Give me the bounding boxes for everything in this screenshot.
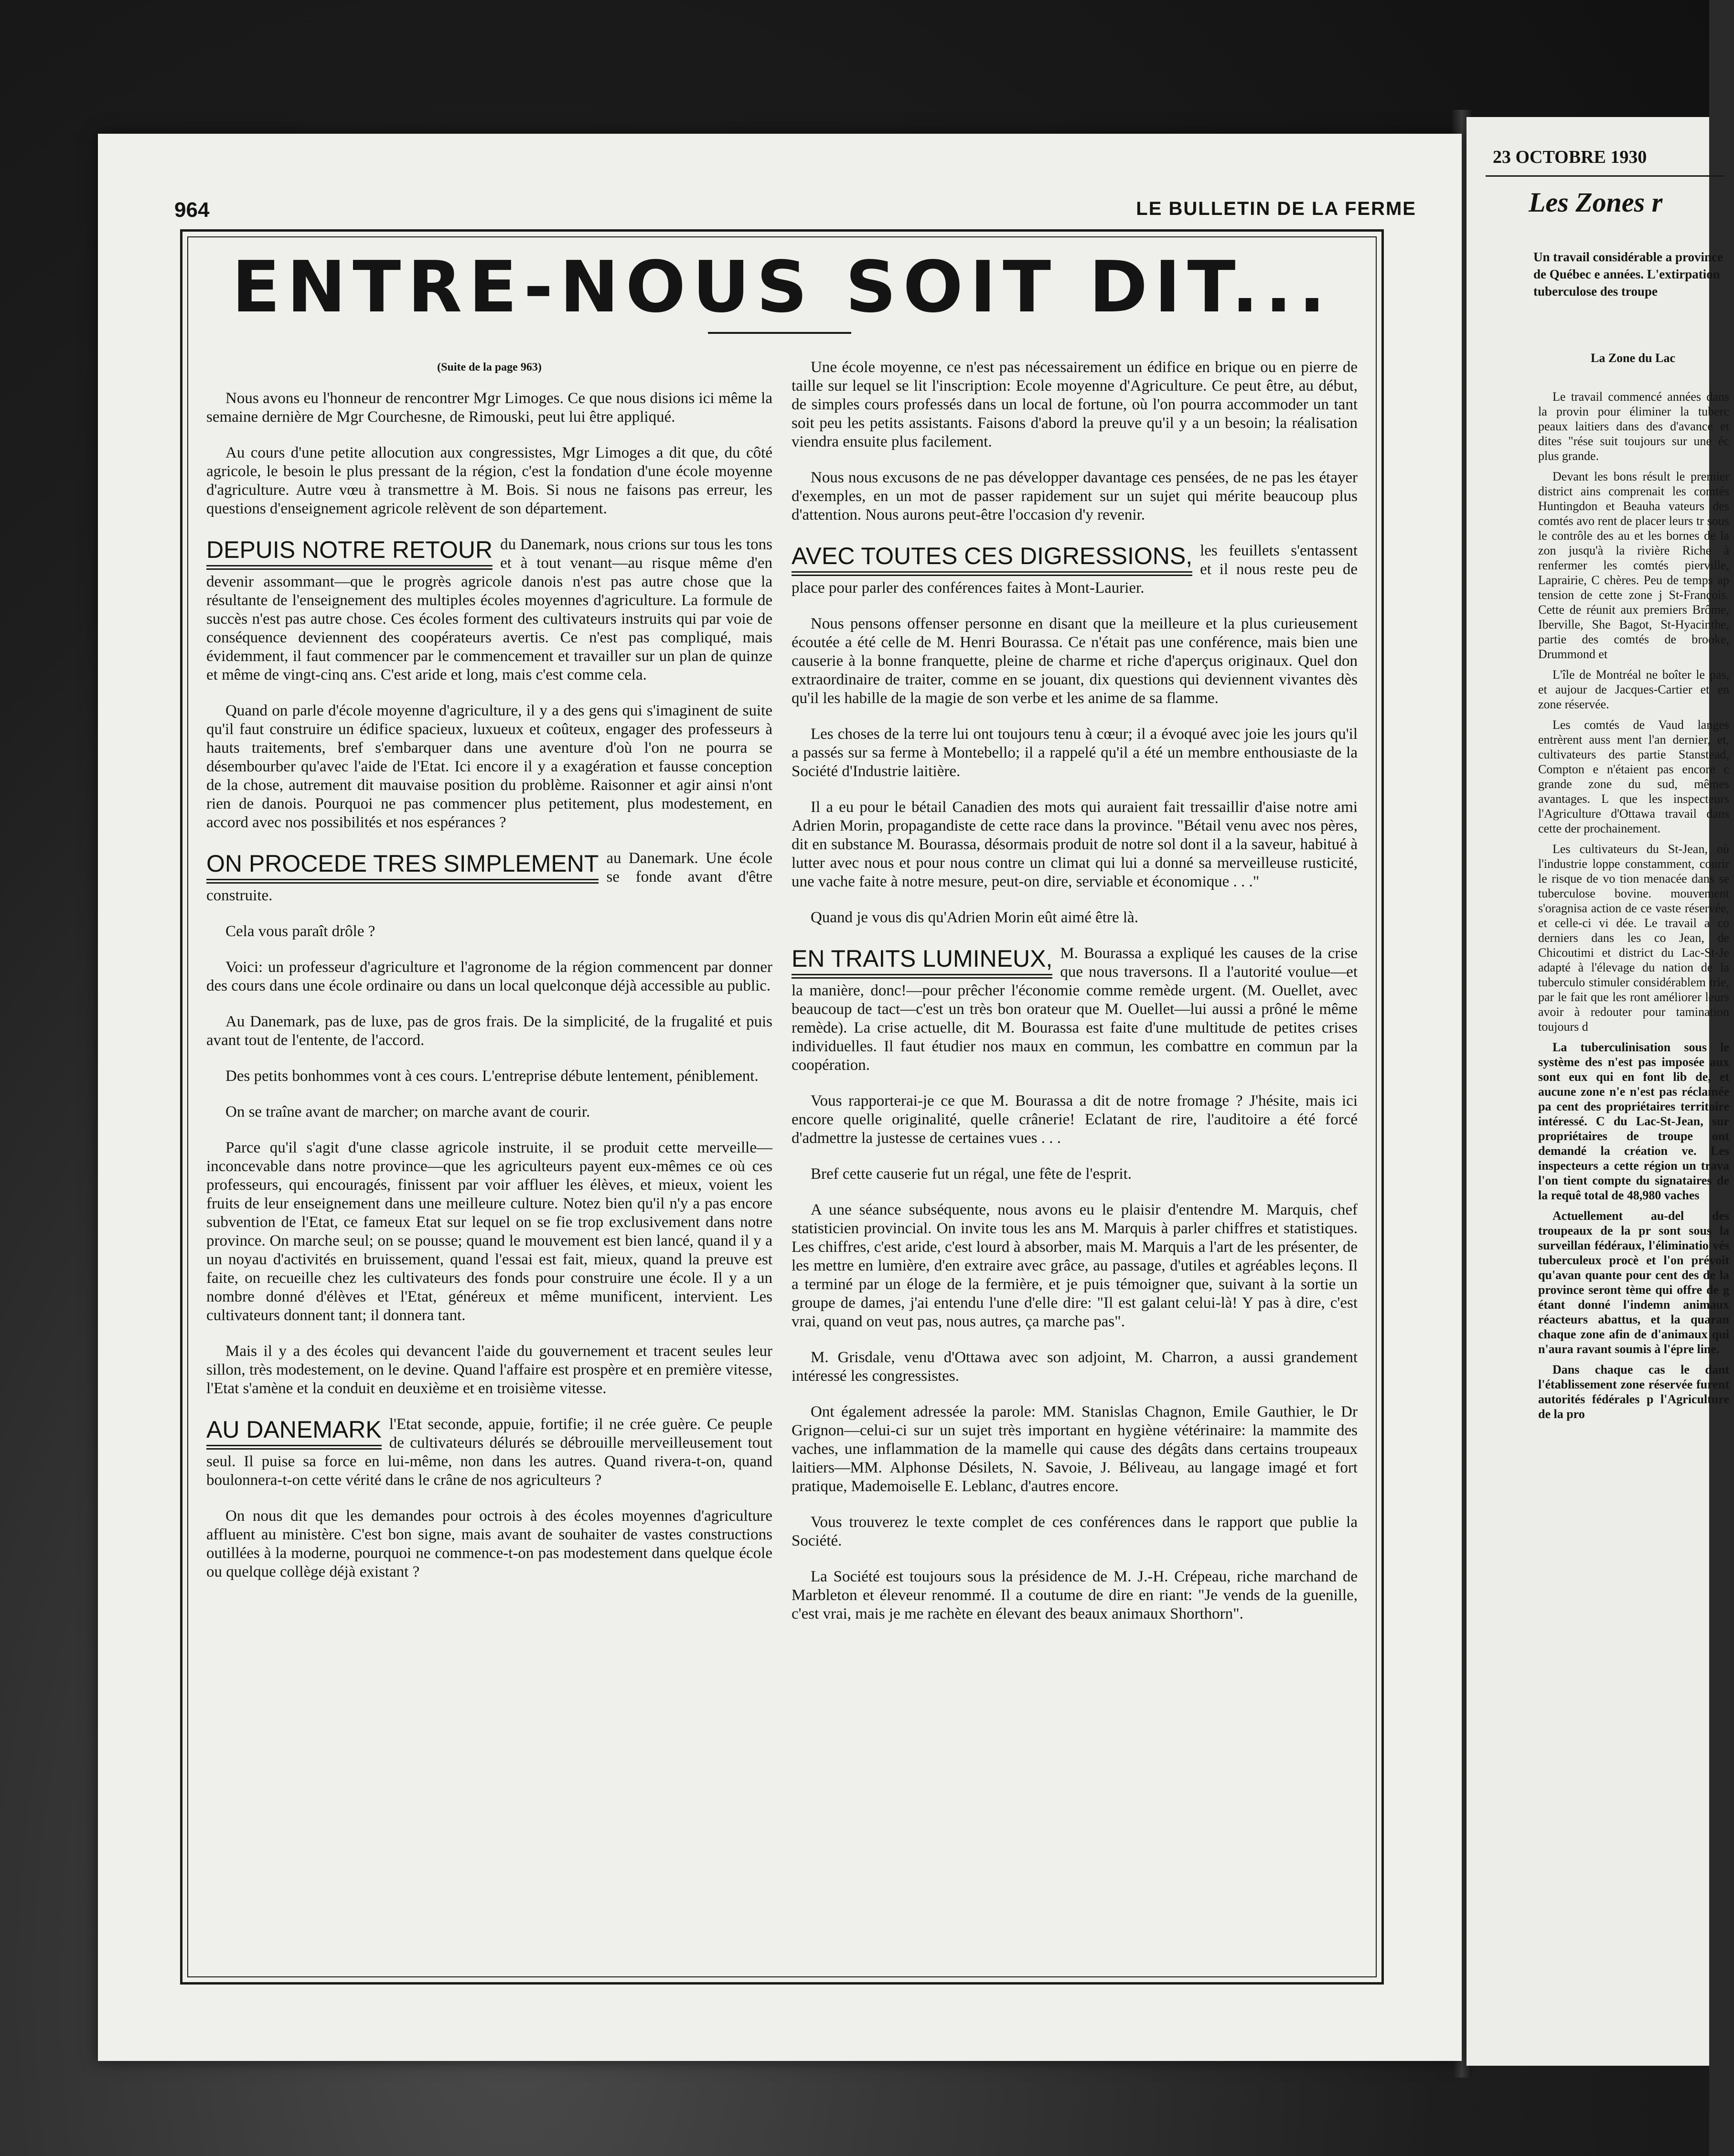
section bbox=[792, 944, 1358, 1075]
paragraph: La tuberculinisation sous le système des n'est pas imposée aux sont eux qui en font lib de, et aucune zone n'e n'est pas réclamée pa cent des propriétaires territoire intéressé. C du Lac-St-Jean, sur propriétaires de troupe ont demandé la création ve. Les inspecteurs a cette région un trava l'on tient compte du signataires de la requê total de 48,980 vaches bbox=[1538, 1040, 1729, 1202]
paragraph: A une séance subséquente, nous avons eu le plaisir d'entendre M. Marquis, chef statisticien provincial. On invite tous les ans M. Marquis à parler chiffres et statistiques. Les chiffres, c'est aride, c'est lourd à absorber, mais M. Marquis a l'art de les présenter, de les mettre en lumière, d'en extraire avec grâce, au passage, d'utiles et agréables leçons. Il a terminé par un éloge de la fermière, et je puis témoigner que, suivant à la sortie un groupe de dames, j'ai entendu l'une d'elle dire: "Il est galant celui-là! Y pas à dire, c'est vrai, quand on veut pas, nous autres, ça marche pas". bbox=[792, 1201, 1358, 1330]
paragraph: Cela vous paraît drôle ? bbox=[225, 923, 375, 940]
next-page-intro: Un travail considérable a province de Québec e années. L'extirpation tuberculose des troupe bbox=[1533, 250, 1723, 299]
paragraph: Au cours d'une petite allocution aux congressistes, Mgr Limoges a dit que, du côté agricole, le besoin le plus pressant de la région, c'est la fondation d'une école moyenne d'agriculture. Autre vœu à transmettre à M. Bois. Si nous ne faisons pas erreur, les questions d'enseignement agricole relèvent de son département. bbox=[206, 444, 772, 517]
section-heading: AU DANEMARK bbox=[206, 1415, 382, 1450]
section bbox=[206, 1415, 772, 1490]
right-column bbox=[792, 358, 1358, 1641]
running-head: LE BULLETIN DE LA FERME bbox=[1136, 198, 1416, 219]
paragraph: Il a eu pour le bétail Canadien des mots qui auraient fait tressaillir d'aise notre ami Adrien Morin, propagandiste de cette race dans la province. "Bétail venu avec nos pères, dit en substance M. Bourassa, désormais produit de notre sol dont il a la saveur, habitué à lutter avec nous et pour nous contre un climat qui lui a donné sa merveilleuse rusticité, une vache faite à notre mesure, peut-on dire, serviable et économique . . ." bbox=[792, 799, 1358, 890]
next-page-subhead: La Zone du Lac bbox=[1591, 351, 1675, 365]
paragraph: Parce qu'il s'agit d'une classe agricole instruite, il se produit cette merveille—inconcevable dans notre province—que les agriculteurs payent eux-mêmes ce où ces professeurs, qui encouragés, finissent par voir affluer les élèves, et mieux, voient les fruits de leur enseignement dans une meilleure culture. Notez bien qu'il n'y a pas encore subvention de l'Etat, ce fameux Etat sur lequel on se fie trop exclusivement dans notre province. On marche seul; on se pousse; quand le mouvement est bien lancé, quand il y a un noyau d'activités en bruissement, quand l'essai est fait, mieux, quand la preuve est faite, on recueille chez les cultivateurs des fonds pour construire une école. Il y a un nombre donné d'élèves et l'Etat, généreux et même munificent, intervient. Les cultivateurs donnent tant; il donnera tant. bbox=[206, 1139, 772, 1324]
paragraph: La Société est toujours sous la présidence de M. J.-H. Crépeau, riche marchand de Marbleton et éleveur renommé. Il a coutume de dire en riant: "Je vends de la guenille, c'est vrai, mais je me rachète en élevant des beaux animaux Shorthorn". bbox=[792, 1568, 1358, 1622]
paragraph: Vous rapporterai-je ce que M. Bourassa a dit de notre fromage ? J'hésite, mais ici encore quelle originalité, quelle crânerie! Eclatant de rire, l'auditoire a été forcé d'admettre la justesse de certaines vues . . . bbox=[792, 1092, 1358, 1147]
next-page-fragment bbox=[1466, 117, 1729, 2066]
section-heading: ON PROCEDE TRES SIMPLEMENT bbox=[206, 849, 599, 884]
paragraph: Voici: un professeur d'agriculture et l'agronome de la région commencent par donner des cours dans une école ordinaire ou dans un local quelconque déjà accessible au public. bbox=[206, 959, 772, 994]
paragraph: Dans chaque cas le dant l'établissement zone réservée furent autorités fédérales p l'Agriculture de la pro bbox=[1538, 1363, 1729, 1421]
title-rule bbox=[708, 332, 851, 334]
paragraph: Ont également adressée la parole: MM. Stanislas Chagnon, Emile Gauthier, le Dr Grignon—celui-ci sur un sujet très important en hygiène vétérinaire: la mammite des vaches, une inflammation de la mamelle qui cause des dégâts dans certains troupeaux laitiers—MM. Alphonse Désilets, N. Savoie, J. Béliveau, au langage imagé et fort pratique, Mademoiselle E. Leblanc, d'autres encore. bbox=[792, 1403, 1358, 1495]
paragraph: Une école moyenne, ce n'est pas nécessairement un édifice en brique ou en pierre de taille sur lequel se lit l'inscription: Ecole moyenne d'Agriculture. Ce peut être, au début, de simples cours professés dans un local de fortune, où l'on pourra accommoder un tant soit peu les petits assistants. Faisons d'abord la preuve qu'il y a un besoin; la réalisation viendra ensuite plus facilement. bbox=[792, 359, 1358, 450]
article-title: ENTRE-NOUS SOIT DIT... bbox=[232, 246, 1332, 328]
paragraph: au Danemark. Une école se fonde avant d'être construite. bbox=[206, 850, 772, 904]
paragraph: Les cultivateurs du St-Jean, où l'industrie loppe constamment, courir le risque de vo tion menacée dans se tuberculose bovine. mouvement s'oragnisa action de ce vaste réservée, et celle-ci vi dée. Le travail a co derniers dans les co Jean, de Chicoutimi et district du Lac-St-Je adapté à l'élevage du nation de la tuberculo stimuler considérablem trie, par le fait que les ront améliorer leurs avoir à redouter pour tamination toujours d bbox=[1538, 842, 1729, 1034]
section bbox=[206, 849, 772, 905]
left-column bbox=[206, 358, 772, 1599]
paragraph: M. Grisdale, venu d'Ottawa avec son adjoint, M. Charron, a aussi grandement intéressé les congressistes. bbox=[792, 1349, 1358, 1385]
paragraph: Actuellement au-del des troupeaux de la pr sont sous la surveillan fédéraux, l'éliminatio vés tuberculeux procè et l'on prévoit qu'avan quante pour cent des de la province seront tème qui offre de g étant donné l'indemn animaux réacteurs abattus, et la quaran chaque zone afin de d'animaux qui n'aura ravant soumis à l'épre line. bbox=[1538, 1209, 1729, 1356]
paragraph: Quand on parle d'école moyenne d'agriculture, il y a des gens qui s'imaginent de suite qu'il faut construire un édifice spacieux, luxueux et coûteux, engager des professeurs à hauts traitements, bref s'embarquer dans une aventure d'où l'on ne pourra se désembourber qu'avec l'aide de l'Etat. Ici encore il y a exagération et fausse conception de la chose, autrement dit mauvaise position du problème. Raisonner et agir ainsi n'ont rien de danois. Pourquoi ne pas commencer plus petitement, plus modestement, en accord avec nos possibilités et nos espérances ? bbox=[206, 702, 772, 831]
paragraph: Les choses de la terre lui ont toujours tenu à cœur; il a évoqué avec joie les jours qu'il a passés sur sa ferme à Montebello; il a rappelé qu'il a été un membre enthousiaste de la Société d'Industrie laitière. bbox=[792, 726, 1358, 780]
newspaper-page bbox=[98, 134, 1462, 2061]
section-heading: EN TRAITS LUMINEUX, bbox=[792, 944, 1052, 979]
next-page-date: 23 OCTOBRE 1930 bbox=[1493, 147, 1647, 167]
paragraph: Nous nous excusons de ne pas développer davantage ces pensées, de ne pas les étayer d'exemples, en un mot de passer rapidement sur un sujet qui mérite beaucoup plus d'attention. Nous aurons peut-être l'occasion d'y revenir. bbox=[792, 469, 1358, 523]
paragraph: Bref cette causerie fut un régal, une fête de l'esprit. bbox=[811, 1165, 1132, 1183]
section bbox=[206, 535, 772, 684]
section-heading: AVEC TOUTES CES DIGRESSIONS, bbox=[792, 542, 1192, 576]
paragraph: Le travail commencé années dans la provin pour éliminer la tuberc peaux laitiers dans des d'avance et dites "rése suit toujours sur une éc plus grande. bbox=[1538, 390, 1729, 463]
paragraph: Nous avons eu l'honneur de rencontrer Mgr Limoges. Ce que nous disions ici même la semaine dernière de Mgr Courchesne, de Rimouski, peut lui être appliqué. bbox=[206, 390, 772, 426]
paragraph: Les comtés de Vaud langes entrèrent auss ment l'an dernier, et, cultivateurs des partie Stanstead, Compton e n'étaient pas encore c grande zone du sud, mêmes avantages. L que les inspecteurs l'Agriculture d'Ottawa travail dans cette der prochainement. bbox=[1538, 718, 1729, 835]
paragraph: les feuillets s'entassent et il nous reste peu de place pour parler des conférences faites à Mont-Laurier. bbox=[792, 542, 1358, 597]
article-frame bbox=[180, 229, 1384, 1985]
paragraph: Des petits bonhommes vont à ces cours. L'entreprise débute lentement, péniblement. bbox=[225, 1067, 759, 1085]
paragraph: L'île de Montréal ne boîter le pas, et aujour de Jacques-Cartier et en zone réservée. bbox=[1538, 668, 1729, 711]
section-heading: DEPUIS NOTRE RETOUR bbox=[206, 535, 492, 570]
paragraph: du Danemark, nous crions sur tous les tons et à tout venant—au risque même d'en devenir assommant—que le progrès agricole danois n'est pas autre chose que la résultante de l'enseignement des multiples écoles moyennes d'agriculture. La formule de succès n'est pas autre chose. Ces écoles forment des cultivateurs instruits qui par voie de conséquence deviennent des coopérateurs avertis. Ce n'est pas compliqué, mais évidemment, il faut commencer par le commencement et travailler sur un plan de quinze et même de vingt-cinq ans. C'est aride et long, mais c'est comme cela. bbox=[206, 536, 772, 683]
paragraph: On se traîne avant de marcher; on marche avant de courir. bbox=[225, 1103, 590, 1121]
paragraph: Vous trouverez le texte complet de ces conférences dans le rapport que publie la Société. bbox=[792, 1514, 1358, 1549]
paragraph: Nous pensons offenser personne en disant que la meilleure et la plus curieusement écoutée a été celle de M. Henri Bourassa. Ce n'était pas une conférence, mais bien une causerie à la bonne franquette, pleine de charme et riche d'aperçus originaux. Quel don extraordinaire de traiter, comme en se jouant, dix questions qui deviennent vivantes dès qu'il les habille de la magie de son verbe et les anime de sa flamme. bbox=[792, 615, 1358, 707]
paragraph: Mais il y a des écoles qui devancent l'aide du gouvernement et tracent seules leur sillon, très modestement, on le devine. Quand l'affaire est prospère et en première vitesse, l'Etat s'amène et la conduit en deuxième et en troisième vitesse. bbox=[206, 1343, 772, 1397]
paragraph: On nous dit que les demandes pour octrois à des écoles moyennes d'agriculture affluent au ministère. C'est bon signe, mais avant de souhaiter de vastes constructions outillées à la moderne, pourquoi ne commence-t-on pas modestement dans quelque école ou quelque collège déjà existant ? bbox=[206, 1507, 772, 1580]
page-number: 964 bbox=[174, 198, 210, 222]
next-page-body bbox=[1538, 389, 1729, 1427]
paragraph: Devant les bons résult le premier district ains comprenait les comtés Huntingdon et Beauha vateurs des comtés avo rent de placer leurs tr sous le contrôle des au et les bornes de la zon jusqu'à la rivière Riche à renfermer les comtés pierville, Laprairie, C chères. Peu de temps ap tension de cette zone j St-François. Cette de réunit aux premiers Brôme, Iberville, She Bagot, St-Hyacinthe, partie des comtés de brooke, Drummond et bbox=[1538, 470, 1729, 661]
paragraph: l'Etat seconde, appuie, fortifie; il ne crée guère. Ce peuple de cultivateurs délurés se débrouille merveilleusement tout seul. Il puise sa force en lui-même, non dans les autres. Quand rivera-t-on, quand boulonnera-t-on cette vérité dans le crâne de nos agriculteurs ? bbox=[206, 1416, 772, 1489]
section bbox=[792, 542, 1358, 598]
paragraph: Quand je vous dis qu'Adrien Morin eût aimé être là. bbox=[811, 909, 1138, 926]
paragraph: Au Danemark, pas de luxe, pas de gros frais. De la simplicité, de la frugalité et puis avant tout de l'entente, de l'accord. bbox=[206, 1013, 772, 1049]
next-page-rule bbox=[1486, 175, 1724, 177]
continuation-note: (Suite de la page 963) bbox=[437, 361, 542, 374]
next-page-title: Les Zones r bbox=[1529, 187, 1663, 218]
paragraph: M. Bourassa a expliqué les causes de la crise que nous traversons. Il a l'autorité voulue—et la manière, donc!—pour prêcher l'économie comme remède urgent. (M. Ouellet, avec beaucoup de tact—c'est un très bon orateur que M. Ouellet—lui aussi a prôné le même remède). La crise actuelle, dit M. Bourassa est faite d'une multitude de petites crises individuelles. Il faut étudier nos maux en commun, les combattre en commun par la coopération. bbox=[792, 945, 1358, 1074]
